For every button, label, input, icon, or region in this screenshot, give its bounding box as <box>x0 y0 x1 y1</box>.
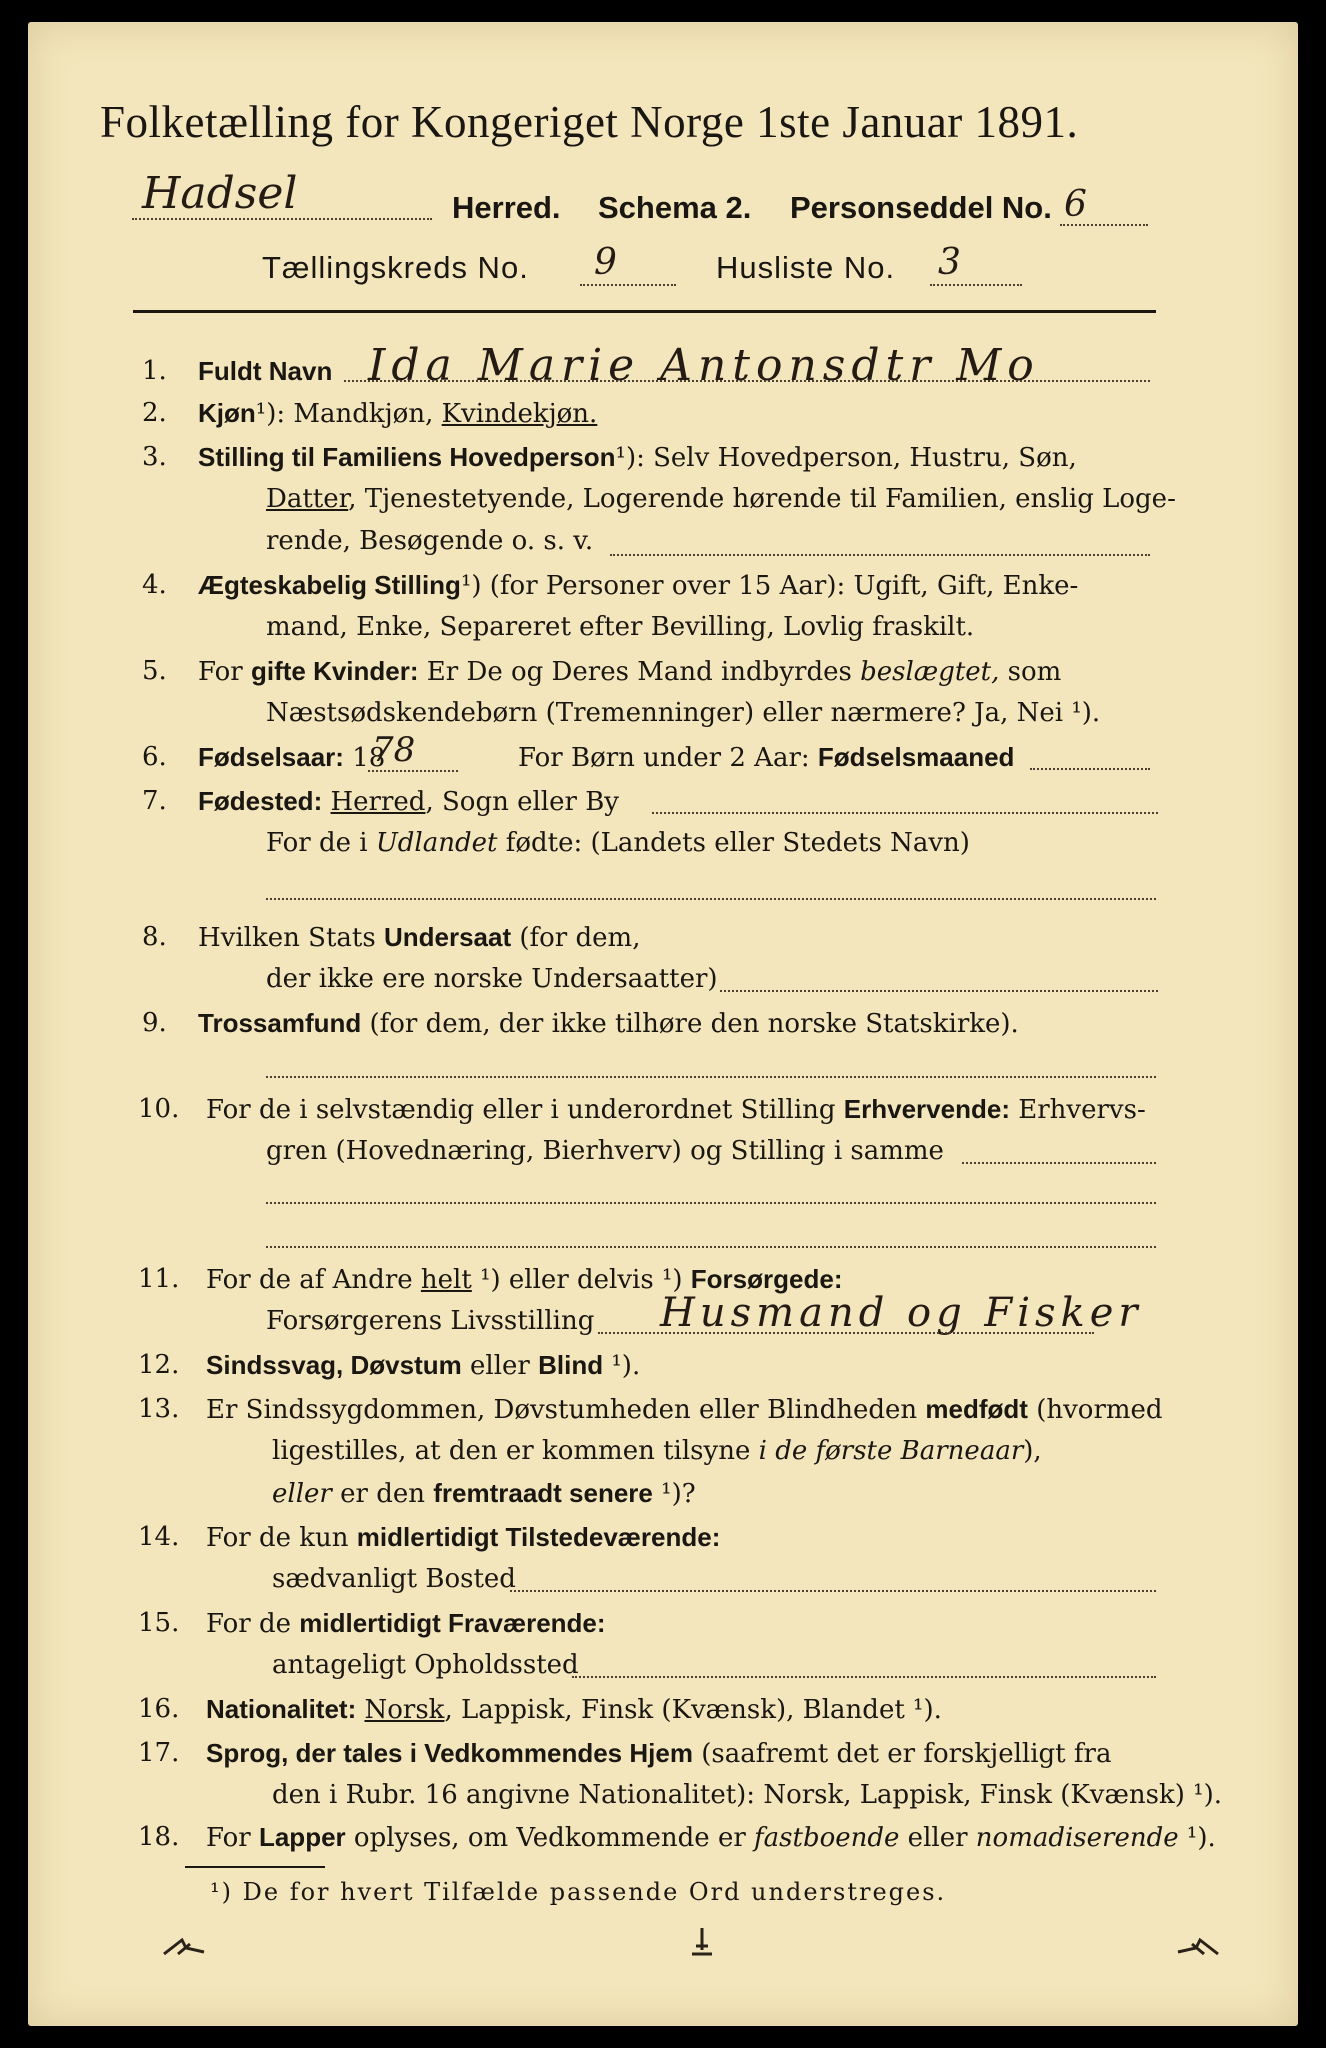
q11-number: 11. <box>138 1264 180 1294</box>
q11-line2: Forsørgerens Livsstilling <box>266 1306 595 1336</box>
q18-line <box>206 1822 1216 1853</box>
q2-selected-option: Kvindekjøn. <box>441 399 598 429</box>
q10-pre: For de i selvstændig eller i underordnet Stilling <box>206 1095 844 1125</box>
q15-number: 15. <box>138 1608 180 1638</box>
q13-line2-italic: i de første Barneaar <box>758 1436 1024 1466</box>
schema-label: Schema 2. <box>598 190 752 225</box>
footnote-rule <box>185 1866 325 1868</box>
q13-line3-pre: er den <box>331 1479 434 1509</box>
footnote: ¹) De for hvert Tilfælde passende Ord understreges. <box>210 1878 947 1906</box>
q8-dotline <box>720 990 1158 992</box>
q12-rest: ¹). <box>603 1351 641 1381</box>
q13-line2 <box>272 1436 1042 1466</box>
q7-line2-italic: Udlandet <box>375 828 498 858</box>
q7-dotline2 <box>266 898 1156 900</box>
q12-mid: eller <box>461 1351 539 1381</box>
q18-end: ¹). <box>1178 1823 1216 1853</box>
q18-rest: oplyses, om Vedkommende er <box>345 1823 755 1853</box>
q13-number: 13. <box>138 1394 180 1424</box>
q4-options: ¹) (for Personer over 15 Aar): Ugift, Gift, Enke- <box>460 571 1079 601</box>
q13-line2-end: ), <box>1023 1436 1042 1466</box>
q10-dotline3 <box>266 1246 1156 1248</box>
q11-dotline <box>598 1332 1094 1334</box>
q2-number: 2. <box>142 398 167 428</box>
q1-label: Fuldt Navn <box>198 356 333 386</box>
husliste-label: Husliste No. <box>716 250 896 285</box>
q7-number: 7. <box>142 786 167 816</box>
q17-label: Sprog, der tales i Vedkommendes Hjem <box>206 1738 693 1768</box>
q14-dotline <box>510 1590 1156 1592</box>
q13-line3-end: ¹)? <box>652 1479 696 1509</box>
q3-options: ¹): Selv Hovedperson, Hustru, Søn, <box>615 443 1077 473</box>
q5-question: Er De og Deres Mand indbyrdes <box>418 657 861 687</box>
q10-line2: gren (Hovednæring, Bierhverv) og Stilling i samme <box>266 1136 944 1166</box>
q1-dotline <box>344 380 1150 382</box>
q5-pre: For <box>198 657 251 687</box>
q6-year-dotline <box>368 770 458 772</box>
q16-number: 16. <box>138 1694 180 1724</box>
q6-rest: For Børn under 2 Aar: <box>518 743 818 773</box>
q17-line2: den i Rubr. 16 angivne Nationalitet): Norsk, Lappisk, Finsk (Kvænsk) ¹). <box>272 1780 1223 1810</box>
q11-label: Forsørgede: <box>690 1264 843 1294</box>
q11-pre: For de af Andre <box>206 1265 421 1295</box>
q4-number: 4. <box>142 570 167 600</box>
q13-line2-pre: ligestilles, at den er kommen tilsyne <box>272 1436 759 1466</box>
q14-pre: For de kun <box>206 1523 357 1553</box>
q4-label: Ægteskabelig Stilling <box>198 570 461 600</box>
q6-label: Fødselsaar: <box>198 742 344 772</box>
q5-line1 <box>198 656 1061 687</box>
herred-label: Herred. <box>452 190 561 225</box>
q10-number: 10. <box>138 1094 180 1124</box>
q2-line <box>198 398 597 429</box>
q7-line1 <box>198 786 619 817</box>
q7-line2 <box>266 828 970 858</box>
q15-pre: For de <box>206 1609 300 1639</box>
q8-rest: (for dem, <box>511 923 641 953</box>
q2-label: Kjøn <box>198 398 256 428</box>
q17-number: 17. <box>138 1738 180 1768</box>
q10-line1 <box>206 1094 1146 1125</box>
q8-line1 <box>198 922 640 953</box>
q14-number: 14. <box>138 1522 180 1552</box>
q9-number: 9. <box>142 1008 167 1038</box>
q5-rest: som <box>999 657 1062 687</box>
q13-pre: Er Sindssygdommen, Døvstumheden eller Blindheden <box>206 1395 926 1425</box>
q5-italic: beslægtet, <box>860 657 1000 687</box>
q3-line2-text: , Tjenestetyende, Logerende hørende til Familien, enslig Loge- <box>348 484 1176 514</box>
kreds-label: Tællingskreds No. <box>262 250 529 285</box>
q7-dotline1 <box>652 812 1158 814</box>
q7-line2-pre: For de i <box>266 828 376 858</box>
q10-dotline1 <box>962 1162 1156 1164</box>
q12-number: 12. <box>138 1350 180 1380</box>
q18-number: 18. <box>138 1822 180 1852</box>
ornament-center-icon <box>684 1924 720 1960</box>
q7-label: Fødested: <box>198 786 323 816</box>
kreds-number: 9 <box>594 242 617 283</box>
q14-label: midlertidigt Tilstedeværende: <box>356 1522 721 1552</box>
q9-line <box>198 1008 1019 1039</box>
q12-line <box>206 1350 640 1381</box>
husliste-number: 3 <box>938 242 961 283</box>
q3-dotline <box>610 554 1150 556</box>
q15-line1 <box>206 1608 606 1639</box>
q10-rest: Erhvervs- <box>1009 1095 1146 1125</box>
q6-month-dotline <box>1030 768 1150 770</box>
q16-selected-option: Norsk <box>364 1695 445 1725</box>
municipality-handwritten: Hadsel <box>142 168 298 219</box>
q12-label: Sindssvag, Døvstum <box>206 1350 462 1380</box>
q1-answer-name: Ida Marie Antonsdtr Mo <box>368 340 1040 391</box>
q4-line1 <box>198 570 1078 601</box>
q10-dotline2 <box>266 1202 1156 1204</box>
q15-label: midlertidigt Fraværende: <box>299 1608 606 1638</box>
q6-label2: Fødselsmaaned <box>817 742 1015 772</box>
form-title: Folketælling for Kongeriget Norge 1ste Januar 1891. <box>100 97 1079 147</box>
q4-line2: mand, Enke, Separeret efter Bevilling, Lovlig fraskilt. <box>266 612 975 642</box>
q15-line2: antageligt Opholdssted <box>272 1650 579 1680</box>
q14-line2: sædvanligt Bosted <box>272 1564 516 1594</box>
husliste-dotline <box>930 284 1022 286</box>
q16-label: Nationalitet: <box>206 1694 357 1724</box>
q5-number: 5. <box>142 656 167 686</box>
q17-line1 <box>206 1738 1111 1769</box>
q3-line2 <box>266 484 1176 514</box>
q9-label: Trossamfund <box>198 1008 362 1038</box>
q13-rest: (hvormed <box>1027 1395 1163 1425</box>
personseddel-dotline <box>1060 224 1148 226</box>
q18-italic1: fastboende <box>754 1823 900 1853</box>
personseddel-label: Personseddel No. <box>790 190 1052 225</box>
q6-year-prefix: 18 <box>343 743 386 773</box>
q8-pre: Hvilken Stats <box>198 923 384 953</box>
q11-mid: ¹) eller delvis ¹) <box>471 1265 691 1295</box>
q6-number: 6. <box>142 742 167 772</box>
q6-answer-year: 78 <box>372 730 416 770</box>
ornament-left-icon <box>160 1930 210 1960</box>
q15-dotline <box>572 1676 1156 1678</box>
q7-selected-option: Herred <box>330 787 426 817</box>
q1-number: 1. <box>142 356 167 386</box>
q9-dotline <box>266 1076 1156 1078</box>
q16-line <box>206 1694 942 1725</box>
q5-line2: Næstsødskendebørn (Tremenninger) eller nærmere? Ja, Nei ¹). <box>266 698 1101 728</box>
q16-options: , Lappisk, Finsk (Kvænsk), Blandet ¹). <box>444 1695 942 1725</box>
q18-italic2: nomadiserende <box>975 1823 1179 1853</box>
q3-line3: rende, Besøgende o. s. v. <box>266 526 594 556</box>
q12-label2: Blind <box>538 1350 604 1380</box>
q13-label2: fremtraadt senere <box>433 1478 653 1508</box>
q7-options: , Sogn eller By <box>425 787 619 817</box>
q18-mid: eller <box>899 1823 976 1853</box>
q8-number: 8. <box>142 922 167 952</box>
kreds-dotline <box>580 284 676 286</box>
q9-rest: (for dem, der ikke tilhøre den norske Statskirke). <box>361 1009 1019 1039</box>
q3-label: Stilling til Familiens Hovedperson <box>198 442 616 472</box>
header-rule <box>133 310 1156 313</box>
q2-options: ¹): Mandkjøn, <box>255 399 442 429</box>
q3-line1 <box>198 442 1077 473</box>
q18-label: Lapper <box>258 1822 346 1852</box>
q13-line1 <box>206 1394 1163 1425</box>
q14-line1 <box>206 1522 720 1553</box>
q18-pre: For <box>206 1823 259 1853</box>
q8-label: Undersaat <box>383 922 512 952</box>
q5-label: gifte Kvinder: <box>250 656 419 686</box>
q13-label: medfødt <box>925 1394 1028 1424</box>
q17-rest: (saafremt det er forskjelligt fra <box>692 1739 1112 1769</box>
municipality-dotline <box>132 218 432 220</box>
q13-line3 <box>272 1478 696 1509</box>
personseddel-number: 6 <box>1064 184 1087 225</box>
q10-label: Erhvervende: <box>843 1094 1010 1124</box>
q11-selected-option: helt <box>420 1265 472 1295</box>
q8-line2: der ikke ere norske Undersaatter) <box>266 964 718 994</box>
q6-line-right <box>518 742 1014 773</box>
q3-number: 3. <box>142 442 167 472</box>
q6-line <box>198 742 385 773</box>
ornament-right-icon <box>1172 1930 1222 1960</box>
q7-line2-rest: fødte: (Landets eller Stedets Navn) <box>497 828 970 858</box>
q3-selected-option: Datter <box>266 484 349 514</box>
q13-line3-italic: eller <box>272 1479 332 1509</box>
q11-answer-occupation: Husmand og Fisker <box>660 1290 1143 1336</box>
